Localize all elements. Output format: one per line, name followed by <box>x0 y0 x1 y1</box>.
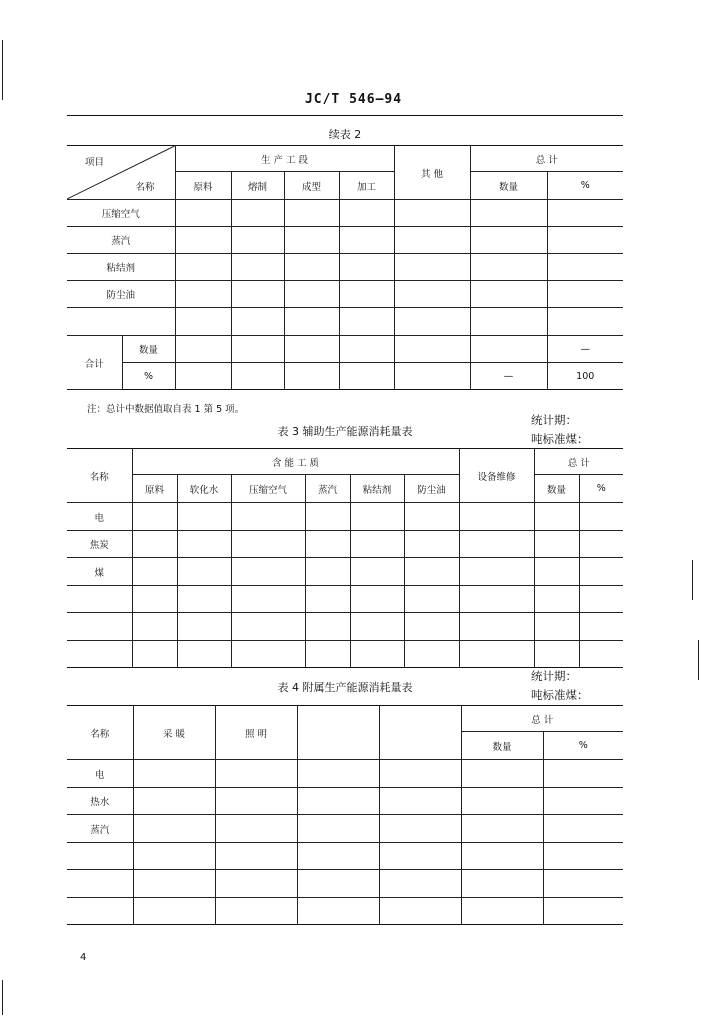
header-rule <box>67 115 623 116</box>
media-header: 蒸汽 <box>305 475 350 503</box>
sum-qty-value <box>470 336 547 363</box>
stage-header: 原料 <box>175 172 231 200</box>
corner-bottom-label: 名称 <box>135 182 155 193</box>
table3-caption: 表 3 辅助生产能源消耗量表 <box>277 425 413 438</box>
sum-sub-label: 数量 <box>122 336 175 363</box>
name-header: 名称 <box>67 706 133 760</box>
total-qty-header: 数量 <box>470 172 547 200</box>
media-header: 原料 <box>132 475 177 503</box>
row-label: 蒸汽 <box>67 815 133 843</box>
table3 <box>67 448 623 668</box>
table-row <box>67 531 623 558</box>
row-label: 蒸汽 <box>67 227 175 254</box>
table-row <box>67 558 623 586</box>
table4 <box>67 705 623 925</box>
table-row <box>67 227 623 254</box>
table2 <box>67 145 623 390</box>
sum-pct-value: 100 <box>547 363 623 390</box>
table-row <box>67 503 623 531</box>
table-row <box>67 898 623 925</box>
lighting-header: 照 明 <box>215 706 297 760</box>
table-row <box>67 200 623 227</box>
row-label <box>67 613 132 641</box>
stage-header: 加工 <box>339 172 394 200</box>
stage-header: 成型 <box>284 172 339 200</box>
media-header: 压缩空气 <box>231 475 305 503</box>
corner-top-label: 项目 <box>85 157 105 168</box>
table-row <box>67 586 623 613</box>
row-label <box>67 843 133 870</box>
media-header: 粘结剂 <box>350 475 404 503</box>
table3-std-coal: 吨标准煤： <box>531 432 589 446</box>
page-number: 4 <box>80 952 87 963</box>
energy-media-group-header: 含 能 工 质 <box>132 449 459 475</box>
row-label: 热水 <box>67 788 133 815</box>
diagonal-line <box>67 146 175 199</box>
maintenance-header: 设备维修 <box>459 449 534 503</box>
row-label: 电 <box>67 760 133 788</box>
table4-caption: 表 4 附属生产能源消耗量表 <box>277 681 413 694</box>
media-header: 软化水 <box>177 475 231 503</box>
row-label: 防尘油 <box>67 281 175 308</box>
blank-header <box>297 706 379 760</box>
production-group-header: 生 产 工 段 <box>175 146 394 172</box>
total-pct-header: % <box>543 732 623 760</box>
total-qty-header: 数量 <box>534 475 579 503</box>
blank-header <box>379 706 461 760</box>
table-row <box>67 363 623 390</box>
scan-artifact <box>692 560 693 600</box>
row-label: 电 <box>67 503 132 531</box>
name-header: 名称 <box>67 449 132 503</box>
table-row <box>67 788 623 815</box>
row-label: 压缩空气 <box>67 200 175 227</box>
document-header: JC/T 546—94 <box>304 92 403 107</box>
table-row <box>67 843 623 870</box>
table3-stat-period: 统计期： <box>531 413 577 427</box>
row-label <box>67 586 132 613</box>
table-row <box>67 815 623 843</box>
media-header: 防尘油 <box>404 475 459 503</box>
row-label: 焦炭 <box>67 531 132 558</box>
table-row <box>67 760 623 788</box>
table-row <box>67 641 623 668</box>
total-group-header: 总 计 <box>534 449 623 475</box>
table-row <box>67 870 623 898</box>
scan-artifact <box>2 980 3 1015</box>
table-row <box>67 336 623 363</box>
table-row <box>67 281 623 308</box>
scan-artifact <box>698 640 699 680</box>
table2-note: 注：总计中数据值取自表 1 第 5 项。 <box>87 404 245 415</box>
table-row <box>67 254 623 281</box>
row-label <box>67 898 133 925</box>
table4-std-coal: 吨标准煤： <box>531 688 589 702</box>
stage-header: 熔制 <box>231 172 284 200</box>
table2-caption: 续表 2 <box>328 128 362 141</box>
row-label: 粘结剂 <box>67 254 175 281</box>
row-label <box>67 308 175 336</box>
total-pct-header: % <box>579 475 623 503</box>
heating-header: 采 暖 <box>133 706 215 760</box>
sum-sub-label: % <box>122 363 175 390</box>
total-pct-header: % <box>547 172 623 200</box>
table-row <box>67 613 623 641</box>
table4-stat-period: 统计期： <box>531 669 577 683</box>
other-header: 其 他 <box>394 146 470 200</box>
sum-pct-value: — <box>547 336 623 363</box>
sum-qty-value: — <box>470 363 547 390</box>
table-row <box>67 308 623 336</box>
total-qty-header: 数量 <box>461 732 543 760</box>
table2-corner-cell <box>67 146 175 200</box>
total-group-header: 总 计 <box>461 706 623 732</box>
total-group-header: 总 计 <box>470 146 623 172</box>
scan-artifact <box>2 40 3 100</box>
sum-label: 合计 <box>67 336 122 390</box>
row-label: 煤 <box>67 558 132 586</box>
row-label <box>67 870 133 898</box>
row-label <box>67 641 132 668</box>
